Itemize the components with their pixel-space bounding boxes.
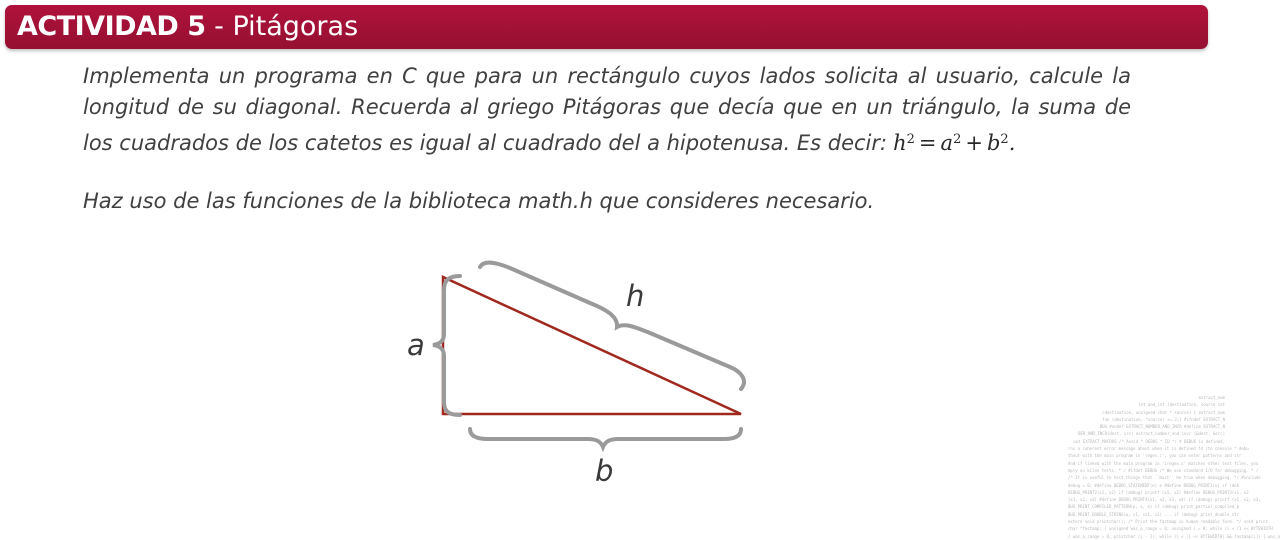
watermark-line: fun (destination, *source) += 2;} #ifndef EXTRACT_N [1102,416,1225,422]
watermark-line: out EXTRACT_MACROS /* Avoid * DEBUG * ID */ # DEBUG is defined, [1073,438,1225,444]
watermark-line: / was_a_range = 0; printchar (i - 1); while (i < (1 << BYTEWIDTH) && fastmap[i]) { was_a [1068,533,1280,539]
formula-period: . [1008,131,1016,155]
watermark-line: /* It is useful to test things that ``must'' be true when debugging. */ #include [1068,475,1261,481]
watermark-line: thout with the main program in 'regex.c', you can enter patterns and str [1068,453,1242,459]
watermark-line: rns a coherent error message about when it is defined fd (to console * debu [1068,446,1249,452]
watermark-line: extract_num [1198,395,1225,400]
watermark-line: BUG_PRINT_COMPILED_PATTERN(p, s, e) if (debug) print_partial_compiled_p [1068,504,1239,510]
watermark-line: And if linked with the main program in 'iregex.c' matches other text files, you [1068,460,1259,466]
watermark-line: extern void printchar(); /* Print the fastmap in human-readable form. */ void print [1068,519,1268,525]
watermark-line: BUG #undef EXTRACT_NUMBER_AND_INCR #define EXTRACT_N [1099,424,1225,430]
activity-label: ACTIVIDAD 5 [17,11,206,42]
left-brace [433,276,460,415]
formula-plus: + [965,131,983,155]
instructions-text: Implementa un programa en C que para un rectángulo cuyos lados solicita al usuario, calcule la longitud de su diagonal. Recuerda al griego Pitágoras que decía que en un triángulo, la suma de los cuadrados de los catetos es igual al cuadrado del a hipotenusa. Es decir: [83,64,1131,155]
hypotenuse-brace [480,263,744,389]
formula-b: b [986,131,1001,155]
watermark-line: DEBUG_PRINT2(x1, x2) if (debug) printf (x1, x2) #define DEBUG_PRINT3(x1, x2 [1068,489,1249,495]
bottom-brace [470,429,741,447]
watermark-line: BER_AND_INCR(dest, src) extract_number_and_incr (&dest, &src) [1078,431,1225,437]
code-watermark [1068,394,1280,539]
title-separator: - [205,11,233,42]
activity-topic: Pitágoras [232,11,359,42]
formula-h: h [893,131,907,155]
watermark-line: int_and_int (destination, source int [1138,402,1225,408]
formula-exp-h: 2 [906,132,915,147]
formula-a: a [940,131,954,155]
formula-exp-a: 2 [953,132,962,147]
side-a-label: a [407,328,425,362]
formula-equals: = [918,131,937,155]
watermark-line: BUG_PRINT_DOUBLE_STRING(w, s1, sz1, s2) ... if (debug) print_double_str [1068,511,1239,517]
watermark-line: mply on kilos tests. * / #ifdef DEBUG /* We use standard I/O for debugging. * / [1068,467,1259,473]
formula-exp-b: 2 [1000,132,1009,147]
watermark-line: (x1, x2, x3) #define DEBUG_PRINT4(x1, x2, x3, x4) if (debug) printf (x1, x2, x3, [1068,497,1261,503]
side-b-label: b [595,454,614,488]
watermark-line: char *fastmap; { unsigned was_a_range = 0; unsigned i = 0; while (i < (1 << BYTEWIDTH [1068,526,1273,532]
library-hint-paragraph: Haz uso de las funciones de la biblioteca math.h que consideres necesario. [83,189,875,213]
hypotenuse-h-label: h [626,279,645,313]
watermark-line: debug = 0; #define DEBUG_STATEMENT(e) e #define DEBUG_PRINT1(x) if (deb [1068,482,1239,488]
watermark-line: /destination, unsigned char * source) { extract_num [1102,409,1225,415]
triangle-shape [443,277,741,414]
